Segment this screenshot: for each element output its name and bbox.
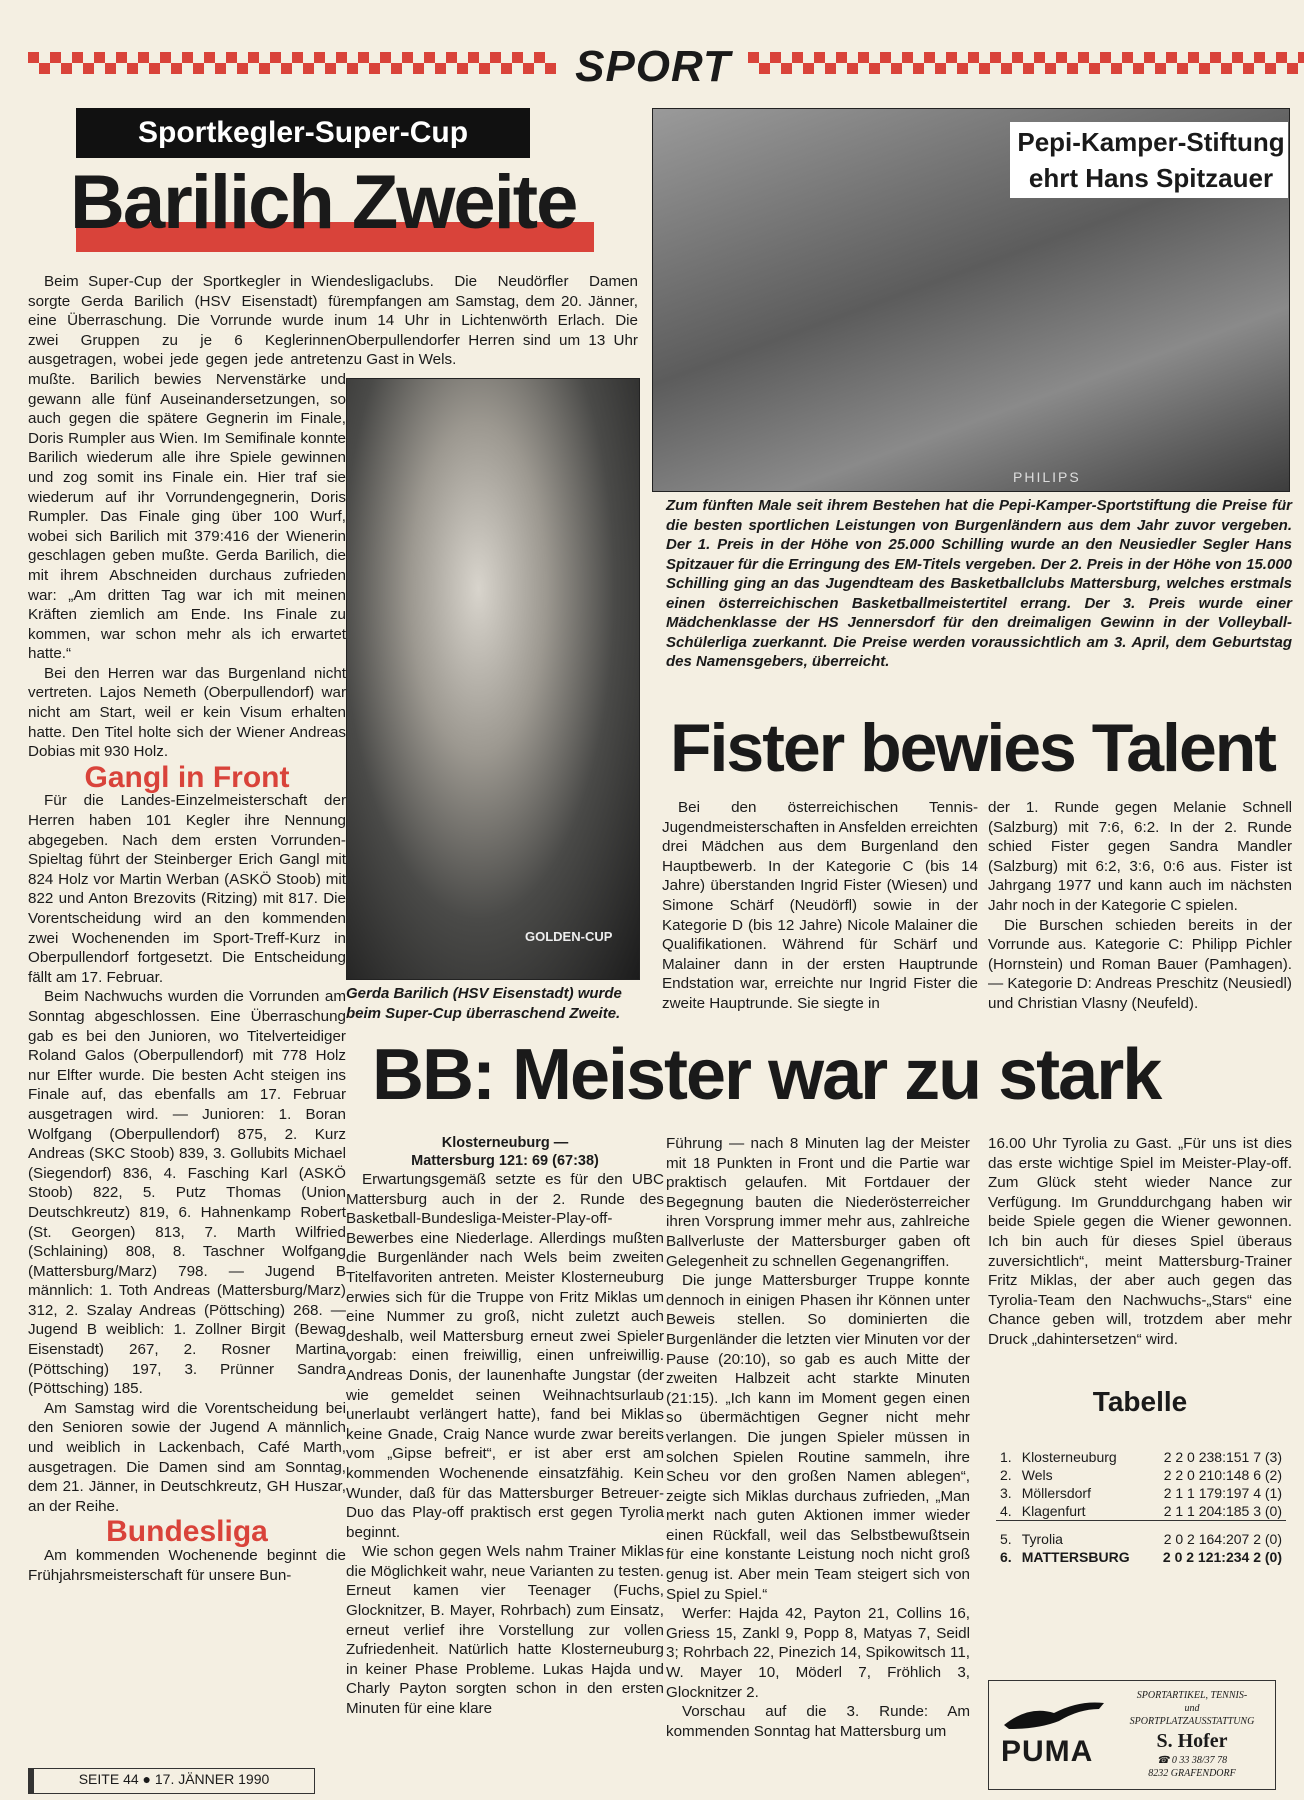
paragraph: Die junge Mattersburger Truppe konnte dennoch in einigen Phasen ihr Können unter Beweis stellen. So dominierten die Burgenländer die letzten vier Minuten vor der Pause (20:10), so gab es auch Mitte der zweiten Halbzeit acht starkte Minuten (21:15). „Ich kann im Moment gegen einen so übermächtigen Gegner nicht mehr verlangen. Die jungen Spieler müssen in solchen Spielen Routine sammeln, ihre Scheu vor den großen Namen ablegen“, zeigte sich Miklas durchaus zufrieden, „Man merkt nach guten Aktionen immer wieder einen Rückfall, weil das Selbstbewußtsein für eine konstante Leistung noch nicht groß genug ist. Aber mein Team steigert sich von Spiel zu Spiel.“ <box>666 1272 970 1603</box>
paragraph: Am Samstag wird die Vorentscheidung bei den Senioren sowie der Jugend A männlich und weiblich in Lackenbach, Café Marth, ausgetragen. Die Damen sind am Sonntag, dem 21. Jänner, in Deutschkreutz, GH Huszar, an der Reihe. <box>28 1399 346 1515</box>
table-row: 4. Klagenfurt 2 1 1 204:185 3 (0) <box>996 1502 1286 1521</box>
article1-col1 <box>28 272 346 1585</box>
article1-headline: Barilich Zweite <box>70 160 577 245</box>
paragraph: Bei den österreichischen Tennis-Jugendmeisterschaften in Ansfelden erreichten drei Mädchen aus dem Burgenland den Hauptbewerb. In der Kategorie C (bis 14 Jahre) überstanden Ingrid Fister (Wiesen) und Simone Schärf (Neudörfl) sowie in der Kategorie D (bis 12 Jahre) Nicole Malainer die Qualifikationen. Während für Schärf und Malainer dann in der ersten Hauptrunde Endstation war, erreichte nur Ingrid Fister die zweite Hauptrunde. Sie siegte in <box>662 799 978 1012</box>
paragraph: Beim Super-Cup der Sportkegler in Wien sorgte Gerda Barilich (HSV Eisenstadt) für eine Überraschung. Die Vorrunde wurde in zwei Gruppen zu je 6 Keglerinnen ausgetragen, wobei jede gegen jede antreten mußte. Barilich bewies Nervenstärke und gewann alle fünf Auseinandersetzungen, so auch gegen die spätere Gegnerin im Finale, Doris Rumpler aus Wien. Im Semifinale konnte Barilich wiederum alle ihre Spiele gewinnen und zog somit ins Finale ein. Hier traf sie wiederum auf ihr Vorrundengegnerin, Doris Rumpler. Das Finale ging über 100 Wurf, wobei sich Barilich mit 379:416 der Wienerin geschlagen geben mußte. Gerda Barilich, die mit ihrem Abschneiden durchaus zufrieden war: „Am dritten Tag war ich mit meinen Kräften ziemlich am Ende. Ins Finale zu kommen, war schon mehr als ich erwartet hatte.“ <box>28 273 346 663</box>
ad-line-2: und <box>1184 1703 1200 1714</box>
paragraph: Die Burschen schieden bereits in der Vorrunde aus. Kategorie C: Philipp Pichler (Hornstein) und Roman Bauer (Pamhagen). — Kategorie D: Andreas Preschitz (Neusiedl) und Christian Vlasny (Neufeld). <box>988 916 1292 1012</box>
article2-headline: Pepi-Kamper-Stiftung ehrt Hans Spitzauer <box>1017 127 1285 193</box>
photo-label: GOLDEN-CUP <box>525 929 613 944</box>
subhead-gangl: Gangl in Front <box>84 760 290 794</box>
header-checker-right-row2 <box>748 63 1304 74</box>
article1-kicker: Sportkegler-Super-Cup <box>76 108 530 158</box>
paragraph: 16.00 Uhr Tyrolia zu Gast. „Für uns ist dies das erste wichtige Spiel im Meister-Play-off. Zum Glück steht wieder Nance zur Verfügung. Im Grunddurchgang haben wir beide Spiele gegen die Wiener gewonnen. Ich bin auch für dieses Spiel überaus zuversichtlich“, meint Mattersburg-Trainer Fritz Miklas, der aber auch gegen das Tyrolia-Team den Nachwuchs-„Stars“ eine Chance geben will, trotzdem aber mehr Druck „dahintersetzen“ wird. <box>988 1135 1292 1348</box>
photo-label: PHILIPS <box>1013 469 1081 485</box>
article4-headline: BB: Meister war zu stark <box>372 1035 1161 1115</box>
article3-col2 <box>988 798 1292 1014</box>
paragraph: Für die Landes-Einzelmeisterschaft der Herren haben 101 Kegler ihre Nennung abgegeben. Nach dem ersten Vorrunden-Spieltag führt der Steinberger Erich Gangl mit 824 Holz vor Martin Werban (ASKÖ Stoob) mit 822 und Anton Brezovits (Ritzing) mit 817. Die Vorentscheidung wird an den kommenden zwei Wochenenden im Sport-Treff-Kurz in Oberpullendorf fortgesetzt. Die Entscheidung fällt am 17. Februar. <box>28 792 346 986</box>
barilich-caption: Gerda Barilich (HSV Eisenstadt) wurde beim Super-Cup überraschend Zweite. <box>346 985 622 1022</box>
article2-caption: Zum fünften Male seit ihrem Bestehen hat die Pepi-Kamper-Sportstiftung die Preise für die besten sportlichen Leistungen von Burgenländern aus dem Jahr zuvor vergeben. Der 1. Preis in der Höhe von 25.000 Schilling wurde an den Neusiedler Segler Hans Spitzauer für die Erringung des EM-Titels vergeben. Der 2. Preis in der Höhe von 15.000 Schilling ging an das Jugendteam des Basketballclubs Mattersburg, welches erstmals einen österreichischen Basketballmeistertitel errang. Der 3. Preis wurde einer Mädchenklasse der HS Jennersdorf für den dreimaligen Gewinn in der Volleyball-Schülerliga zuerkannt. Die Preise werden voraussichtlich am 3. April, dem Geburtstag des Namensgebers, überreicht. <box>666 497 1292 670</box>
ad-address: 8232 GRAFENDORF <box>1148 1768 1236 1779</box>
puma-logo: PUMA <box>1001 1735 1094 1768</box>
article4-col1 <box>346 1170 664 1719</box>
ad-line-1: SPORTARTIKEL, TENNIS- <box>1136 1690 1248 1701</box>
article1-col2 <box>346 272 638 370</box>
section-title: SPORT <box>575 42 731 91</box>
table-row: 6. MATTERSBURG 2 0 2 121:234 2 (0) <box>1000 1549 1282 1565</box>
ad-phone: ☎ 0 33 38/37 78 <box>1156 1755 1228 1766</box>
paragraph: desligaclubs. Die Neudörfler Damen empfangen am Samstag, dem 20. Jänner, um 14 Uhr in Lichtenwörth Erlach. Die Oberpullendorfer Herren sind um 13 Uhr zu Gast in Wels. <box>346 273 638 369</box>
paragraph: Bei den Herren war das Burgenland nicht vertreten. Lajos Nemeth (Oberpullendorf) war nicht am Start, weil er kein Visum erhalten hatte. Den Titel holte sich der Wiener Andreas Dobias mit 930 Holz. <box>28 664 346 761</box>
article4-result <box>346 1134 664 1170</box>
paragraph: Werfer: Hajda 42, Payton 21, Collins 16, Griess 15, Zankl 9, Popp 8, Matyas 7, Seidl 3; Rohrbach 22, Pinezich 14, Spikowitsch 11, W. Mayer 10, Möderl 7, Fröhlich 3, Glocknitzer 2. <box>666 1605 970 1701</box>
paragraph: Beim Nachwuchs wurden die Vorrunden am Sonntag abgeschlossen. Eine Überraschung gab es bei den Junioren, wo Titelverteidiger Roland Galos (Oberpullendorf) mit 778 Holz nur Elfter wurde. Die besten Acht steigen ins Finale auf, das ebenfalls am 17. Februar ausgetragen wird. — Junioren: 1. Boran Wolfgang (Oberpullendorf) 875, 2. Kurz Andreas (SKC Stoob) 839, 3. Gollubits Michael (Siegendorf) 836, 4. Fasching Karl (ASKÖ Stoob) 822, 5. Putz Thomas (Union Deutschkreutz) 819, 6. Hahnenkamp Robert (St. Georgen) 813, 7. Marth Wilfried (Schlaining) 808, 8. Taschner Wolfgang (Mattersburg/Marz) 798. — Jugend B männlich: 1. Toth Andreas (Mattersburg/Marz) 312, 2. Szalay Andreas (Pöttsching) 268. — Jugend B weiblich: 1. Zollner Birgit (Bewag Eisenstadt) 267, 2. Rosner Martina (Pöttsching) 197, 3. Prünner Sandra (Pöttsching) 185. <box>28 988 346 1398</box>
subhead-bundesliga: Bundesliga <box>106 1515 268 1549</box>
article3-col1 <box>662 798 978 1014</box>
ad-line-3: SPORTPLATZAUSSTATTUNG <box>1129 1716 1255 1727</box>
puma-ad <box>988 1680 1276 1790</box>
barilich-photo <box>346 378 640 980</box>
article4-col2 <box>666 1134 970 1741</box>
ad-name: S. Hofer <box>1156 1730 1228 1752</box>
paragraph: Führung — nach 8 Minuten lag der Meister mit 18 Punkten in Front und die Partie war praktisch gelaufen. Mit Fortdauer der Begegnung bauten die Niederösterreicher ihren Vorsprung immer mehr aus, zahlreiche Ballverluste der Mattersburger gaben oft Gelegenheit zu schnellen Gegenangriffen. <box>666 1135 970 1270</box>
table-row: 5. Tyrolia 2 0 2 164:207 2 (0) <box>1000 1531 1282 1547</box>
table-row: 2. Wels 2 2 0 210:148 6 (2) <box>1000 1467 1282 1483</box>
paragraph: Vorschau auf die 3. Runde: Am kommenden Sonntag hat Mattersburg um <box>666 1703 970 1740</box>
paragraph: der 1. Runde gegen Melanie Schnell (Salzburg) mit 7:6, 6:2. In der 2. Runde schied Fister gegen Sandra Mandler (Salzburg) mit 6:2, 3:6, 0:6 aus. Fister ist Jahrgang 1977 und kann auch im nächsten Jahr noch in der Kategorie C spielen. <box>988 799 1292 914</box>
paragraph: Wie schon gegen Wels nahm Trainer Miklas die Möglichkeit wahr, neue Varianten zu testen. Erneut kamen vier Teenager (Fuchs, Glocknitzer, B. Mayer, Rohrbach) zum Einsatz, erneut verlief ihre Vorstellung zur vollen Zufriedenheit. Natürlich hatte Klosterneuburg in keiner Phase Probleme. Lukas Hajda und Charly Payton sorgten schon in den ersten Minuten für eine klare <box>346 1543 664 1718</box>
article3-headline: Fister bewies Talent <box>670 710 1275 786</box>
paragraph: Erwartungsgemäß setzte es für den UBC Mattersburg auch in der 2. Runde des Basketball-Bundesliga-Meister-Play-off-Bewerbes eine Niederlage. Allerdings mußten die Burgenländer nach Wels beim zweiten Titelfavoriten antreten. Meister Klosterneuburg erwies sich für die Truppe von Fritz Miklas um eine Nummer zu groß, nicht zuletzt auch deshalb, weil Mattersburg erneut zwei Spieler vorgab: einen freiwillig, einen unfreiwillig. Andreas Donis, der launenhafte Jungstar (der wie gemeldet seinen Weihnachtsurlaub unerlaubt verlängert hatte), fand bei Miklas keine Gnade, Craig Nance wurde zwar bereits vom „Gipse befreit“, er ist aber erst am kommenden Wochenende einsatzfähig. Kein Wunder, daß für das Mattersburger Betreuer-Duo das Play-off praktisch erst gegen Tyrolia beginnt. <box>346 1171 664 1541</box>
table-title: Tabelle <box>1092 1386 1188 1417</box>
page-footer: SEITE 44 ● 17. JÄNNER 1990 <box>78 1771 270 1787</box>
table-row: 3. Möllersdorf 2 1 1 179:197 4 (1) <box>1000 1485 1282 1501</box>
article4-col3 <box>988 1134 1292 1350</box>
paragraph: Am kommenden Wochenende beginnt die Frühjahrsmeisterschaft für unsere Bun- <box>28 1547 346 1584</box>
result-line-1: Klosterneuburg — <box>441 1135 569 1151</box>
result-line-2: Mattersburg 121: 69 (67:38) <box>411 1153 599 1169</box>
puma-cat-icon <box>999 1695 1109 1735</box>
table-row: 1. Klosterneuburg 2 2 0 238:151 7 (3) <box>1000 1449 1282 1465</box>
header-checker-left-row2 <box>28 63 556 74</box>
standings-table <box>996 1448 1286 1566</box>
